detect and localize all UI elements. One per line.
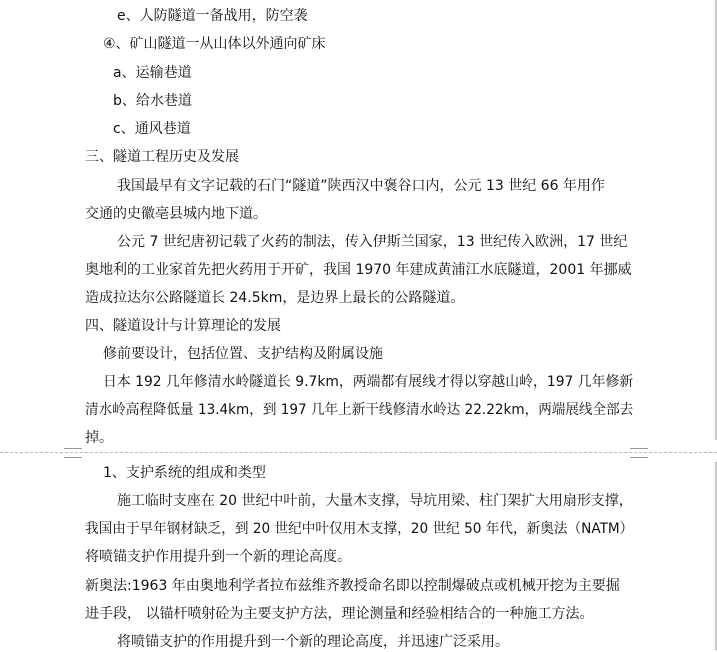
paragraph-line: 我国由于早年钢材缺乏，到 20 世纪中叶仅用木支撑，20 世纪 50 年代，新奥法（NATM） xyxy=(85,521,634,537)
paragraph-line: 我国最早有文字记载的石门“隧道”陕西汉中褒谷口内，公元 13 世纪 66 年用作 xyxy=(117,178,605,194)
list-item-c: c、通风巷道 xyxy=(113,121,191,137)
section-heading-4: 四、隧道设计与计算理论的发展 xyxy=(85,318,281,334)
subsection-heading: 1、支护系统的组成和类型 xyxy=(103,465,266,481)
margin-corner-mark-right xyxy=(630,448,648,458)
paragraph-line: 掉。 xyxy=(85,430,113,446)
section-heading-3: 三、隧道工程历史及发展 xyxy=(85,149,239,165)
paragraph-line: 新奥法:1963 年由奥地利学者拉布兹维齐教授命名即以控制爆破点或机械开挖为主要掘 xyxy=(85,578,620,594)
paragraph-line: 交通的史徽亳县城内地下道。 xyxy=(85,206,267,222)
list-item-e: e、人防隧道一备战用，防空袭 xyxy=(117,8,308,24)
margin-corner-mark-left xyxy=(64,448,82,458)
paragraph-line: 修前要设计，包括位置、支护结构及附属设施 xyxy=(103,346,383,362)
paragraph-line: 日本 192 几年修清水岭隧道长 9.7km，两端都有展线才得以穿越山岭，197 几年修新 xyxy=(103,374,634,390)
list-item-a: a、运输巷道 xyxy=(113,65,192,81)
paragraph-line: 施工临时支座在 20 世纪中叶前，大量木支撑，导坑用梁、柱门架扩大用扇形支撑， xyxy=(117,493,633,509)
list-item-b: b、给水巷道 xyxy=(113,93,192,109)
page-break-divider xyxy=(0,452,717,453)
paragraph-line: 将喷锚支护的作用提升到一个新的理论高度，并迅速广泛采用。 xyxy=(117,634,509,650)
paragraph-line: 进手段， 以锚杆喷射砼为主要支护方法，理论测量和经验相结合的一种施工方法。 xyxy=(85,606,594,622)
paragraph-line: 将喷锚支护作用提升到一个新的理论高度。 xyxy=(85,549,351,565)
paragraph-line: 清水岭高程降低量 13.4km，到 197 几年上新干线修清水岭达 22.22km，两端展线全部去 xyxy=(85,402,634,418)
paragraph-line: 奥地利的工业家首先把火药用于开矿，我国 1970 年建成黄浦江水底隧道，2001 年挪威 xyxy=(85,262,632,278)
paragraph-line: 造成拉达尔公路隧道长 24.5km，是边界上最长的公路隧道。 xyxy=(85,290,465,306)
paragraph-line: 公元 7 世纪唐初记载了火药的制法，传入伊斯兰国家，13 世纪传入欧洲，17 世纪 xyxy=(117,234,628,250)
list-item-4: ④、矿山隧道一从山体以外通向矿床 xyxy=(103,36,326,52)
